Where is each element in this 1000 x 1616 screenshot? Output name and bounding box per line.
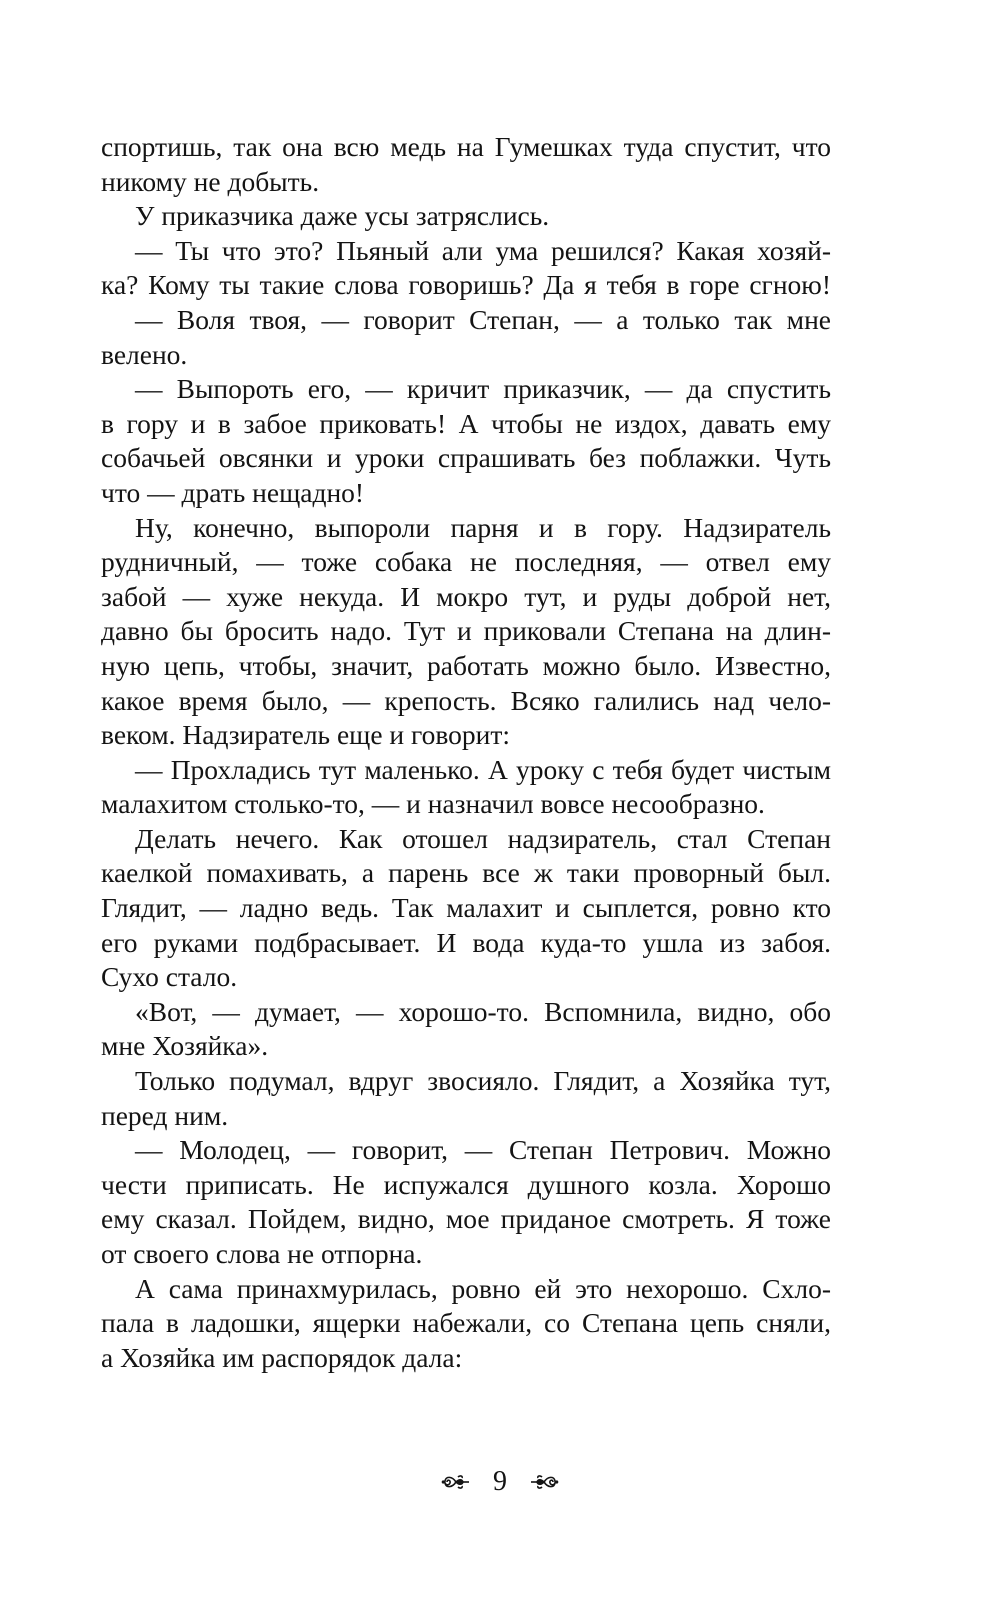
text-line: мне Хозяйка».	[101, 1030, 269, 1062]
page-footer	[0, 1462, 1000, 1502]
text-line: а Хозяйка им распорядок дала:	[101, 1341, 463, 1373]
text-line: в гору и в забое приковать! А чтобы не издох, давать ему	[101, 407, 831, 439]
text-line: Только подумал, вдруг звосияло. Глядит, а Хозяйка тут,	[135, 1065, 831, 1097]
text-line: — Прохладись тут маленько. А уроку с тебя будет чистым	[135, 753, 831, 785]
text-line: рудничный, — тоже собака не последняя, — отвел ему	[101, 546, 831, 578]
text-line: — Молодец, — говорит, — Степан Петрович. Можно	[135, 1134, 831, 1166]
text-line: Делать нечего. Как отошел надзиратель, стал Степан	[135, 822, 831, 854]
text-line: веком. Надзиратель еще и говорит:	[101, 719, 511, 751]
text-line: чести приписать. Не испужался душного козла. Хорошо	[101, 1168, 831, 1200]
text-line: «Вот, — думает, — хорошо-то. Вспомнила, видно, обо	[135, 995, 831, 1027]
text-line: А сама принахмурилась, ровно ей это нехорошо. Схло-	[135, 1272, 831, 1304]
text-line: малахитом столько-то, — и назначил вовсе несообразно.	[101, 788, 765, 820]
text-line: Ну, конечно, выпороли парня и в гору. Надзиратель	[135, 511, 831, 543]
text-line: давно бы бросить надо. Тут и приковали Степана на длин-	[101, 615, 831, 647]
text-line: У приказчика даже усы затряслись.	[135, 200, 550, 232]
right-floral-ornament-icon	[529, 1473, 559, 1491]
text-line: от своего слова не отпорна.	[101, 1238, 423, 1269]
text-line: перед ним.	[101, 1099, 229, 1131]
text-line: ную цепь, чтобы, значит, работать можно было. Известно,	[101, 649, 831, 681]
text-line: спортишь, так она всю медь на Гумешках туда спустит, что	[101, 131, 831, 162]
text-line: никому не добыть.	[101, 165, 320, 197]
text-line: ему сказал. Пойдем, видно, мое приданое смотреть. Я тоже	[101, 1203, 831, 1235]
text-line: его руками подбрасывает. И вода куда-то ушла из забоя.	[101, 926, 831, 958]
text-line: какое время было, — крепость. Всяко галились над чело-	[101, 684, 831, 716]
text-line: — Выпороть его, — кричит приказчик, — да спустить	[135, 373, 831, 405]
left-floral-ornament-icon	[441, 1473, 471, 1491]
text-line: — Ты что это? Пьяный али ума решился? Какая хозяй-	[135, 234, 831, 266]
text-line: пала в ладошки, ящерки набежали, со Степана цепь сняли,	[101, 1307, 831, 1339]
text-line: Сухо стало.	[101, 961, 238, 993]
text-line: — Воля твоя, — говорит Степан, — а только так мне	[135, 303, 831, 335]
text-line: собачьей овсянки и уроки спрашивать без поблажки. Чуть	[101, 442, 831, 474]
text-line: велено.	[101, 338, 188, 370]
text-line: Глядит, — ладно ведь. Так малахит и сыплется, ровно кто	[101, 892, 831, 924]
text-line: ка? Кому ты такие слова говоришь? Да я тебя в горе сгною!	[101, 269, 831, 301]
text-line: забой — хуже некуда. И мокро тут, и руды доброй нет,	[101, 580, 831, 612]
text-line: что — драть нещадно!	[101, 476, 365, 508]
page-body-text	[101, 130, 831, 1375]
text-line: каелкой помахивать, а парень все ж таки проворный был.	[101, 857, 831, 889]
page-number: 9	[493, 1466, 507, 1497]
